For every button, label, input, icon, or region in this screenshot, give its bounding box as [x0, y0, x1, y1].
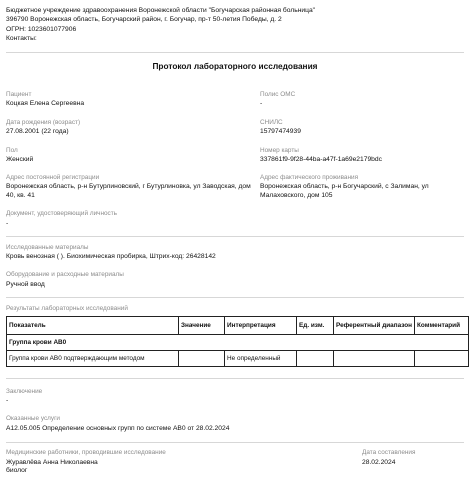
- card-value: 337861f9-9f28-44ba-a47f-1a69e2179bdc: [260, 156, 382, 163]
- column-header: Ед. изм.: [297, 317, 334, 335]
- comment-cell: [415, 351, 469, 367]
- services-value: A12.05.005 Определение основных групп по системе АВ0 от 28.02.2024: [6, 425, 230, 432]
- id-doc-value: -: [6, 220, 9, 227]
- document-title: Протокол лабораторного исследования: [152, 61, 318, 71]
- section-divider: [6, 297, 464, 298]
- equipment-value: Ручной ввод: [6, 281, 45, 288]
- results-header-row: [7, 317, 469, 335]
- value-cell: [179, 351, 225, 367]
- oms-label: Полис ОМС: [260, 91, 296, 98]
- live-address-label: Адрес фактического проживания: [260, 174, 359, 181]
- reg-address-label: Адрес постоянной регистрации: [6, 174, 100, 181]
- live-address-value: Воронежская область, р-н Богучарский, с Залиман, ул Малаховского, дом 105: [260, 183, 429, 199]
- org-address: 396790 Воронежская область, Богучарский район, г. Богучар, пр-т 50-летия Победы, д. 2: [6, 16, 282, 24]
- services-label: Оказанные услуги: [6, 415, 60, 422]
- table-row: [7, 351, 469, 367]
- section-divider: [6, 378, 464, 379]
- patient-name-label: Пациент: [6, 91, 32, 98]
- org-header: [6, 6, 315, 44]
- reg-address-value: Воронежская область, р-н Бутурлиновский, г Бутурлиновка, ул Заводская, дом 40, кв. 41: [6, 183, 251, 199]
- sex-label: Пол: [6, 147, 18, 154]
- header-divider: [6, 52, 464, 53]
- results-label: Результаты лабораторных исследований: [6, 305, 128, 312]
- org-name: Бюджетное учреждение здравоохранения Воронежской области "Богучарская районная больница": [6, 7, 316, 14]
- staff-name: Журавлёва Анна Николаевна: [6, 459, 98, 466]
- org-contacts: Контакты:: [6, 35, 37, 43]
- conclusion-value: -: [6, 397, 9, 404]
- date-label: Дата составления: [362, 449, 416, 456]
- reference-cell: [334, 351, 415, 367]
- column-header: Интерпретация: [225, 317, 297, 335]
- card-label: Номер карты: [260, 147, 299, 154]
- oms-value: -: [260, 100, 263, 107]
- equipment-label: Оборудование и расходные материалы: [6, 271, 124, 278]
- conclusion-label: Заключение: [6, 388, 43, 395]
- patient-name: Коцкая Елена Сергеевна: [6, 100, 85, 107]
- snils-label: СНИЛС: [260, 119, 283, 126]
- group-title: Группа крови АВ0: [7, 335, 469, 351]
- staff-role: биолог: [6, 467, 28, 474]
- materials-label: Исследованные материалы: [6, 244, 89, 251]
- interpretation-cell: Не определенный: [225, 351, 297, 367]
- section-divider: [6, 236, 464, 237]
- sex-value: Женский: [6, 156, 34, 163]
- dob-value: 27.08.2001 (22 года): [6, 128, 69, 135]
- org-ogrn: ОГРН: 1023601077906: [6, 25, 77, 33]
- materials-value: Кровь венозная ( ). Биохимическая пробирка, Штрих-код: 26428142: [6, 253, 216, 260]
- staff-label: Медицинские работники, проводившие исследование: [6, 449, 166, 456]
- date-value: 28.02.2024: [362, 459, 396, 466]
- id-doc-label: Документ, удостоверяющий личность: [6, 210, 118, 217]
- results-group-row: [7, 335, 469, 351]
- column-header: Референтный диапазон: [334, 317, 415, 335]
- column-header: Значение: [179, 317, 225, 335]
- column-header: Комментарий: [415, 317, 469, 335]
- section-divider: [6, 442, 464, 443]
- unit-cell: [297, 351, 334, 367]
- dob-label: Дата рождения (возраст): [6, 119, 81, 126]
- column-header: Показатель: [7, 317, 179, 335]
- results-table: [6, 316, 469, 367]
- indicator-cell: Группа крови АВ0 подтверждающим методом: [7, 351, 179, 367]
- snils-value: 15797474939: [260, 128, 301, 135]
